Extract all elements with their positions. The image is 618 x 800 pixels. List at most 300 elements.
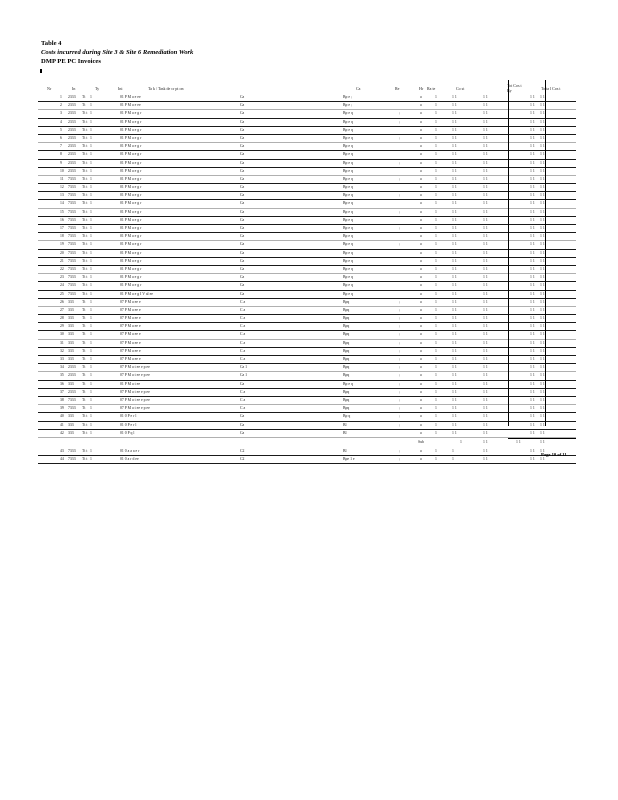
cell-no: 30 (60, 332, 64, 337)
cell-tsk: 01 P M a e g r (120, 242, 142, 247)
cell-total: 1 1 (540, 324, 545, 329)
cell-no: 22 (60, 266, 64, 271)
cell-ini: 1 (90, 316, 92, 321)
cell-e: 1 1 (530, 103, 535, 108)
cell-tsk: 07 P M a ee e (120, 357, 141, 361)
cell-d: 1 1 (483, 307, 488, 312)
cell-d: 1 1 (483, 316, 488, 321)
cell-b: 1 (435, 152, 437, 157)
cell-d: 1 1 (483, 226, 488, 230)
cell-no: 42 (60, 430, 64, 435)
cell-a: a (420, 389, 422, 394)
cell-a: a (420, 397, 422, 402)
invoice-table (38, 94, 576, 464)
cell-c: 1 1 (452, 291, 457, 296)
cell-no: 4 (60, 119, 62, 124)
cell-typ: Tt t (82, 193, 88, 198)
cell-typ: Tt t (82, 275, 88, 280)
cell-c: 1 1 (452, 234, 457, 239)
cell-ini: 1 (90, 152, 92, 157)
cell-rsc: Bp e ; (343, 95, 353, 99)
cell-total: 1 1 (540, 250, 545, 255)
cell-tsk: 07 P M a ee e (120, 307, 141, 312)
cell-no: 27 (60, 307, 64, 312)
table-row (38, 127, 576, 135)
cell-total: 1 1 (540, 111, 545, 116)
cell-tsk: 07 P M a t ee e p ee (120, 365, 150, 370)
cell-ini: 1 (90, 168, 92, 173)
cell-x: ; (399, 307, 401, 312)
cell-tsk: 01 P M a e g r (120, 127, 142, 132)
cell-total: 1 1 (540, 275, 545, 280)
cell-no: 2 (60, 103, 62, 108)
cell-a: a (420, 250, 422, 255)
cell-a: a (420, 275, 422, 280)
cell-a: a (420, 357, 422, 361)
cell-ini: 1 (90, 340, 92, 345)
cell-b: 1 (435, 365, 437, 370)
cell-inv: 7333 (68, 176, 76, 181)
cell-rsc: Bp e q (343, 242, 353, 247)
cell-a: a (420, 168, 422, 173)
table-row (38, 94, 576, 102)
cell-ini: 1 (90, 299, 92, 304)
cell-total: 1 1 (540, 127, 545, 132)
cell-tsk: 01 P M a e ee (120, 103, 141, 108)
cell-tsk: 01 P M a e g r (120, 209, 142, 214)
cell-d: 1 1 (483, 381, 488, 386)
cell-x: ; (399, 348, 401, 353)
cell-a: a (420, 144, 422, 149)
cell-c: 1 1 (452, 209, 457, 214)
cell-rsc: Bp e q (343, 152, 353, 157)
cell-inv: 7333 (68, 457, 76, 462)
cell-typ: Tt t (82, 217, 88, 222)
cell-d: 1 1 (483, 95, 488, 99)
cell-no: 32 (60, 348, 64, 353)
cell-b: 1 (435, 422, 437, 427)
cell-rsc: Bp q (343, 414, 351, 419)
cell-inv: 7333 (68, 397, 76, 402)
cell-x: ; (399, 381, 401, 386)
header-total-cost: To ta l Cos t (541, 86, 561, 91)
cell-typ: Tt t (82, 201, 88, 206)
cell-tsk: 01 P M a t ee (120, 381, 141, 386)
cell-ini: 1 (90, 448, 92, 453)
table-row (38, 160, 576, 168)
cell-inv: 2333 (68, 389, 76, 394)
cell-cat: C a (240, 307, 246, 312)
cell-ini: 1 (90, 127, 92, 132)
cell-b: 1 (435, 103, 437, 108)
cell-x: ; (399, 414, 401, 419)
cell-a: a (420, 111, 422, 116)
cell-total: 1 1 (540, 414, 545, 419)
cell-a: a (420, 291, 422, 296)
cell-no: 23 (60, 275, 64, 280)
cell-no: 18 (60, 234, 64, 239)
cell-x: ; (399, 316, 401, 321)
cell-no: 36 (60, 381, 64, 386)
cell-a: a (420, 307, 422, 312)
cell-c: 1 1 (452, 193, 457, 198)
cell-c: 1 1 (452, 324, 457, 329)
cell-c: 1 1 (452, 226, 457, 230)
cell-c: 1 1 (452, 348, 457, 353)
cell-tsk: 01 P M a e g r (120, 234, 142, 239)
cell-a: a (420, 316, 422, 321)
cell-total: 1 1 (540, 357, 545, 361)
cell-tsk: 01 P M a e g r (120, 144, 142, 149)
cell-e: 1 1 (530, 307, 535, 312)
cell-c: 1 1 (452, 430, 457, 435)
cell-a: a (420, 365, 422, 370)
cell-b: 1 (435, 266, 437, 271)
cell-cat: Ca (240, 217, 245, 222)
cell-total: 1 1 (540, 193, 545, 198)
cell-typ: Tt t (82, 242, 88, 247)
cell-tsk: 01 P M a e g r (120, 168, 142, 173)
cell-a: a (420, 226, 422, 230)
cell-inv: 333 (68, 332, 74, 337)
cell-d: 1 1 (483, 324, 488, 329)
cell-e: 1 1 (530, 226, 535, 230)
cell-d: 1 1 (483, 234, 488, 239)
cell-b: 1 (435, 193, 437, 198)
cell-c: 1 1 (452, 299, 457, 304)
cell-typ: Tt t (82, 127, 88, 132)
cell-ini: 1 (90, 217, 92, 222)
cell-typ: Tt (82, 340, 86, 345)
cell-c: 1 1 (452, 266, 457, 271)
cell-b: 1 (435, 185, 437, 190)
cell-ini: 1 (90, 258, 92, 263)
table-row (38, 291, 576, 299)
cell-tsk: 07 P M a ee e (120, 332, 141, 337)
cell-e: 1 1 (530, 168, 535, 173)
cell-b: 1 (435, 95, 437, 99)
table-row (38, 456, 576, 464)
cell-tsk: 01 P M a e g r (120, 152, 142, 157)
cell-rsc: Bpq (343, 316, 350, 321)
cell-typ: Tt t (82, 185, 88, 190)
cell-x: ; (399, 397, 401, 402)
cell-total: 1 1 (540, 135, 545, 140)
cell-no: 1 (60, 95, 62, 99)
cell-rsc: Bp e q (343, 160, 353, 165)
cell-no: 21 (60, 258, 64, 263)
cell-inv: 2333 (68, 152, 76, 157)
cell-c: 1 1 (452, 152, 457, 157)
cell-rsc: Bp e q (343, 119, 353, 124)
cell-e: 1 1 (530, 332, 535, 337)
cell-typ: Tt t (82, 283, 88, 288)
cell-no: 7 (60, 144, 62, 149)
cell-cat: Ca (240, 144, 245, 149)
cell-a: a (420, 324, 422, 329)
subtotal-f: 1 1 (516, 439, 521, 444)
cell-typ: Tt (82, 95, 86, 99)
cell-b: 1 (435, 457, 437, 462)
cell-a: a (420, 348, 422, 353)
header-no: Nr (47, 86, 52, 91)
cell-no: 26 (60, 299, 64, 304)
cell-b: 1 (435, 316, 437, 321)
cell-total: 1 1 (540, 373, 545, 378)
cell-inv: 2333 (68, 95, 76, 99)
cell-tsk: 01 0 a r d ee (120, 457, 139, 462)
cell-no: 10 (60, 168, 64, 173)
cell-cat: Ca (240, 381, 245, 386)
table-row (38, 448, 576, 456)
cell-c: 1 1 (452, 176, 457, 181)
cell-total: 1 1 (540, 201, 545, 206)
cell-d: 1 1 (483, 135, 488, 140)
cell-ini: 1 (90, 307, 92, 312)
cell-b: 1 (435, 217, 437, 222)
cell-a: a (420, 160, 422, 165)
table-row (38, 192, 576, 200)
cell-cat: Ca (240, 291, 245, 296)
cell-rsc: Bpq (343, 307, 350, 312)
cell-cat: Ca (240, 422, 245, 427)
cell-cat: C a (240, 348, 246, 353)
cell-cat: Ca (240, 242, 245, 247)
column-divider (545, 80, 546, 426)
cell-rsc: Bp e q (343, 217, 353, 222)
cell-e: 1 1 (530, 127, 535, 132)
cell-cat: Ca (240, 234, 245, 239)
cell-no: 29 (60, 324, 64, 329)
cell-total: 1 1 (540, 242, 545, 247)
cell-b: 1 (435, 299, 437, 304)
cell-c: 1 1 (452, 340, 457, 345)
cell-d: 1 1 (483, 209, 488, 214)
cell-total: 1 1 (540, 299, 545, 304)
cell-e: 1 1 (530, 176, 535, 181)
cell-e: 1 1 (530, 201, 535, 206)
cell-c: 1 1 (452, 373, 457, 378)
cell-no: 35 (60, 373, 64, 378)
column-divider (508, 80, 509, 426)
cell-c: 1 1 (452, 316, 457, 321)
cell-typ: Tt (82, 316, 86, 321)
cell-total: 1 1 (540, 119, 545, 124)
cell-d: 1 1 (483, 389, 488, 394)
cell-inv: 2333 (68, 127, 76, 132)
cell-tsk: 07 P M a t ee e p ee (120, 389, 150, 394)
cell-rsc: Bp e q (343, 168, 353, 173)
cell-e: 1 1 (530, 291, 535, 296)
cell-c: 1 1 (452, 127, 457, 132)
table-row (38, 405, 576, 413)
cell-tsk: 07 P M a t ee e p ee (120, 406, 150, 411)
cell-x: ; (399, 422, 401, 427)
cell-a: a (420, 127, 422, 132)
cell-b: 1 (435, 332, 437, 337)
cell-cat: C a (240, 357, 246, 361)
header-unit: Co st (456, 86, 465, 91)
cell-inv: 333 (68, 340, 74, 345)
table-row (38, 110, 576, 118)
table-row (38, 381, 576, 389)
cell-b: 1 (435, 176, 437, 181)
cell-rsc: Bp e q (343, 258, 353, 263)
cell-ini: 1 (90, 422, 92, 427)
cell-no: 38 (60, 397, 64, 402)
cell-ini: 1 (90, 324, 92, 329)
cell-total: 1 1 (540, 152, 545, 157)
cell-b: 1 (435, 291, 437, 296)
cell-total: 1 1 (540, 209, 545, 214)
cell-typ: Tt (82, 389, 86, 394)
cell-cat: Ca (240, 193, 245, 198)
cell-a: a (420, 430, 422, 435)
cell-ini: 1 (90, 406, 92, 411)
cell-x: ; (399, 457, 401, 462)
cell-no: 19 (60, 242, 64, 247)
cell-c: 1 1 (452, 381, 457, 386)
cell-rsc: Bp e q (343, 209, 353, 214)
cell-no: 5 (60, 127, 62, 132)
cell-inv: 333 (68, 348, 74, 353)
cell-typ: Tt (82, 348, 86, 353)
cell-d: 1 1 (483, 457, 488, 462)
cell-e: 1 1 (530, 381, 535, 386)
cell-e: 1 1 (530, 448, 535, 453)
cell-c: 1 1 (452, 422, 457, 427)
cell-a: a (420, 193, 422, 198)
cell-b: 1 (435, 414, 437, 419)
cell-ini: 1 (90, 365, 92, 370)
cell-tsk: 01 P M a e g r (120, 266, 142, 271)
cell-rsc: Bpq (343, 332, 350, 337)
cell-total: 1 1 (540, 340, 545, 345)
cell-ini: 1 (90, 201, 92, 206)
cell-x: ; (399, 324, 401, 329)
cell-ini: 1 (90, 381, 92, 386)
cell-no: 12 (60, 185, 64, 190)
cell-a: a (420, 209, 422, 214)
cell-d: 1 1 (483, 258, 488, 263)
cell-b: 1 (435, 144, 437, 149)
cell-a: a (420, 103, 422, 108)
cell-a: a (420, 234, 422, 239)
cell-typ: Tt (82, 357, 86, 361)
cell-e: 1 1 (530, 209, 535, 214)
cell-d: 1 1 (483, 299, 488, 304)
cell-cat: C2 (240, 448, 245, 453)
cell-inv: 2333 (68, 119, 76, 124)
cell-total: 1 1 (540, 283, 545, 288)
cell-ini: 1 (90, 250, 92, 255)
cell-inv: 333 (68, 316, 74, 321)
cell-d: 1 1 (483, 144, 488, 149)
cell-cat: Ca (240, 226, 245, 230)
cell-ini: 1 (90, 160, 92, 165)
cell-rsc: Bp e q (343, 135, 353, 140)
cell-total: 1 1 (540, 457, 545, 462)
cell-e: 1 1 (530, 397, 535, 402)
cell-b: 1 (435, 275, 437, 280)
cell-rsc: Bl (343, 448, 347, 453)
cell-typ: Tt t (82, 111, 88, 116)
cell-c: 1 1 (452, 365, 457, 370)
cell-typ: Tt t (82, 457, 88, 462)
cell-d: 1 1 (483, 373, 488, 378)
cell-cat: Ca (240, 201, 245, 206)
cell-tsk: 01 P M a e g I V al ee (120, 291, 153, 296)
cell-total: 1 1 (540, 103, 545, 108)
cell-tsk: 01 P M a e g r (120, 176, 142, 181)
cell-e: 1 1 (530, 316, 535, 321)
cell-ini: 1 (90, 209, 92, 214)
cell-inv: 333 (68, 381, 74, 386)
cell-c: 1 1 (452, 185, 457, 190)
cell-a: a (420, 283, 422, 288)
cell-cat: Ca 1 (240, 365, 248, 370)
cell-d: 1 1 (483, 291, 488, 296)
page-number: Page 10 of 11 (541, 452, 567, 457)
cell-typ: Tt t (82, 291, 88, 296)
cell-e: 1 1 (530, 357, 535, 361)
header-category: Ca (356, 86, 361, 91)
cell-b: 1 (435, 357, 437, 361)
cell-rsc: Bp e q (343, 127, 353, 132)
cell-no: 31 (60, 340, 64, 345)
cell-tsk: 01 P M a e ee (120, 95, 141, 99)
cell-rsc: Bl (343, 430, 347, 435)
cell-a: a (420, 185, 422, 190)
cell-cat: Ca (240, 103, 245, 108)
table-title: Costs incurred during Site 3 & Site 6 Remediation Work (41, 49, 194, 56)
cell-e: 1 1 (530, 95, 535, 99)
cell-cat: Ca (240, 95, 245, 99)
cell-inv: 7333 (68, 448, 76, 453)
cell-e: 1 1 (530, 152, 535, 157)
cell-rsc: Bp e q (343, 226, 353, 230)
cell-c: 1 1 (452, 406, 457, 411)
cell-total: 1 1 (540, 168, 545, 173)
cell-c: 1 1 (452, 258, 457, 263)
cell-cat: C a (240, 316, 246, 321)
cell-a: a (420, 340, 422, 345)
cell-total: 1 1 (540, 258, 545, 263)
table-row (38, 135, 576, 143)
cell-d: 1 1 (483, 266, 488, 271)
table-row (38, 430, 576, 438)
cell-inv: 7333 (68, 226, 76, 230)
cell-c: 1 (452, 448, 454, 453)
cell-tsk: 07 P M a ee e (120, 299, 141, 304)
cell-no: 11 (60, 176, 64, 181)
cell-c: 1 1 (452, 414, 457, 419)
cell-ini: 1 (90, 291, 92, 296)
table-row (38, 168, 576, 176)
cell-c: 1 1 (452, 242, 457, 247)
cell-total: 1 1 (540, 217, 545, 222)
cell-no: 6 (60, 135, 62, 140)
cell-rsc: Bp e q (343, 266, 353, 271)
table-row (38, 102, 576, 110)
cell-rsc: Bpq (343, 406, 350, 411)
cell-rsc: Bp e q (343, 381, 353, 386)
cell-ini: 1 (90, 176, 92, 181)
cell-x: ; (399, 406, 401, 411)
cell-e: 1 1 (530, 135, 535, 140)
cell-inv: 333 (68, 414, 74, 419)
cell-tsk: 01 P M a e g r (120, 135, 142, 140)
